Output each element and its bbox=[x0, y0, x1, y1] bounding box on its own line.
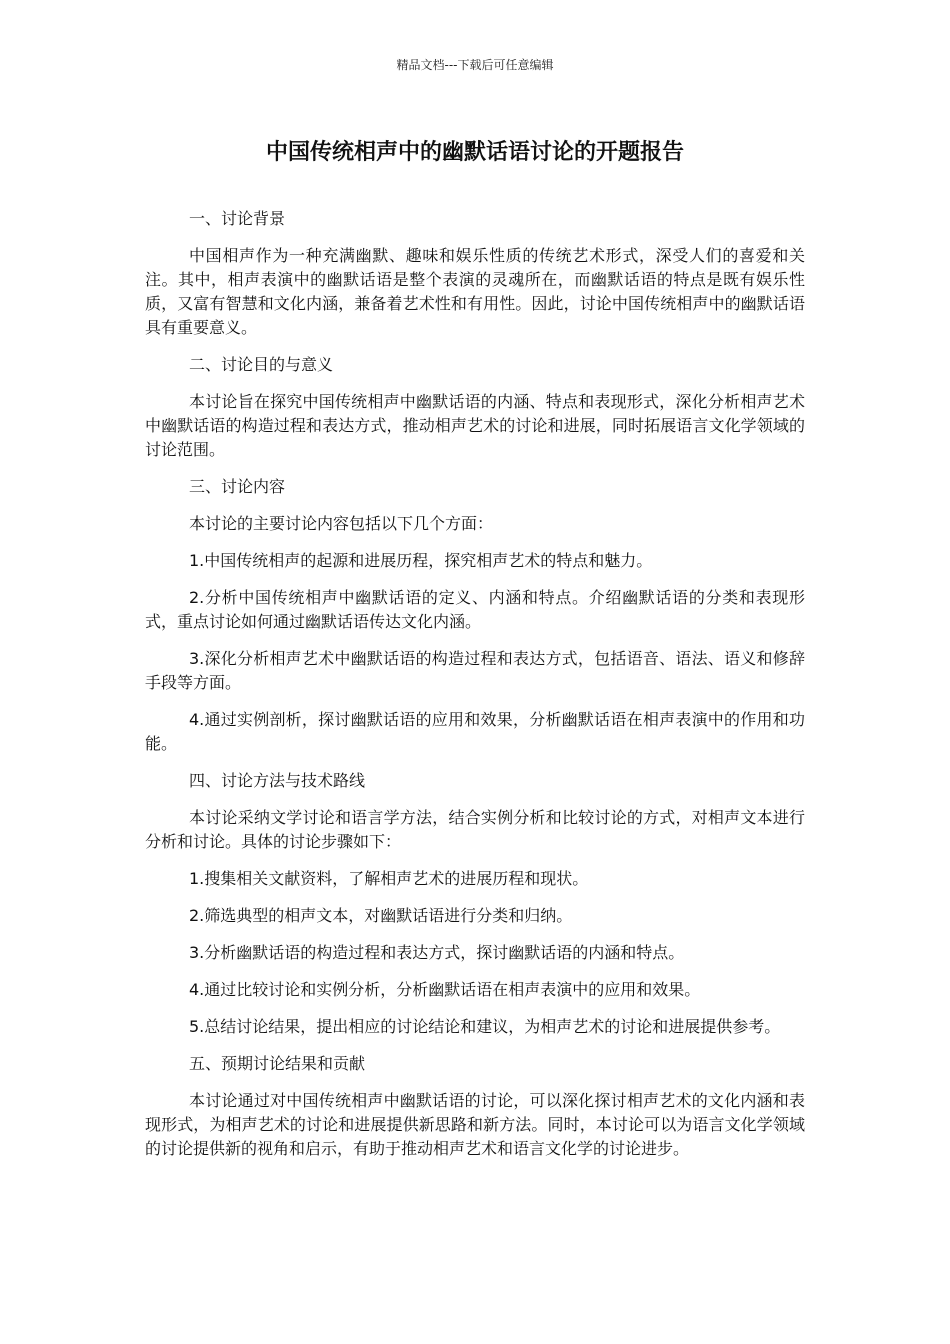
paragraph: 本讨论通过对中国传统相声中幽默话语的讨论，可以深化探讨相声艺术的文化内涵和表现形式，为相声艺术的讨论和进展提供新思路和新方法。同时，本讨论可以为语言文化学领域的讨论提供新的视角和启示，有助于推动相声艺术和语言文化学的讨论进步。 bbox=[145, 1091, 805, 1158]
section-heading-expected-results: 五、预期讨论结果和贡献 bbox=[189, 1054, 366, 1073]
list-item: 3.分析幽默话语的构造过程和表达方式，探讨幽默话语的内涵和特点。 bbox=[189, 943, 685, 962]
page-header-note: 精品文档---下载后可任意编辑 bbox=[396, 58, 554, 72]
section-heading-methods: 四、讨论方法与技术路线 bbox=[189, 771, 366, 790]
list-item: 1.搜集相关文献资料，了解相声艺术的进展历程和现状。 bbox=[189, 869, 589, 888]
section-heading-purpose: 二、讨论目的与意义 bbox=[189, 355, 334, 374]
paragraph: 中国相声作为一种充满幽默、趣味和娱乐性质的传统艺术形式，深受人们的喜爱和关注。其中，相声表演中的幽默话语是整个表演的灵魂所在，而幽默话语的特点是既有娱乐性质，又富有智慧和文化内涵，兼备着艺术性和有用性。因此，讨论中国传统相声中的幽默话语具有重要意义。 bbox=[145, 246, 805, 337]
list-item: 5.总结讨论结果，提出相应的讨论结论和建议，为相声艺术的讨论和进展提供参考。 bbox=[189, 1017, 781, 1036]
list-item: 2.分析中国传统相声中幽默话语的定义、内涵和特点。介绍幽默话语的分类和表现形式，重点讨论如何通过幽默话语传达文化内涵。 bbox=[145, 588, 805, 631]
section-heading-background: 一、讨论背景 bbox=[189, 209, 286, 228]
paragraph: 本讨论旨在探究中国传统相声中幽默话语的内涵、特点和表现形式，深化分析相声艺术中幽默话语的构造过程和表达方式，推动相声艺术的讨论和进展，同时拓展语言文化学领域的讨论范围。 bbox=[145, 392, 805, 459]
list-item: 1.中国传统相声的起源和进展历程，探究相声艺术的特点和魅力。 bbox=[189, 551, 653, 570]
paragraph: 本讨论采纳文学讨论和语言学方法，结合实例分析和比较讨论的方式，对相声文本进行分析和讨论。具体的讨论步骤如下： bbox=[145, 808, 805, 851]
section-heading-content: 三、讨论内容 bbox=[189, 477, 286, 496]
paragraph: 本讨论的主要讨论内容包括以下几个方面： bbox=[189, 514, 494, 533]
list-item: 2.筛选典型的相声文本，对幽默话语进行分类和归纳。 bbox=[189, 906, 573, 925]
document-body bbox=[145, 207, 805, 1174]
list-item: 4.通过实例剖析，探讨幽默话语的应用和效果，分析幽默话语在相声表演中的作用和功能。 bbox=[145, 710, 805, 753]
list-item: 4.通过比较讨论和实例分析，分析幽默话语在相声表演中的应用和效果。 bbox=[189, 980, 701, 999]
list-item: 3.深化分析相声艺术中幽默话语的构造过程和表达方式，包括语音、语法、语义和修辞手段等方面。 bbox=[145, 649, 805, 692]
document-title: 中国传统相声中的幽默话语讨论的开题报告 bbox=[265, 140, 684, 165]
